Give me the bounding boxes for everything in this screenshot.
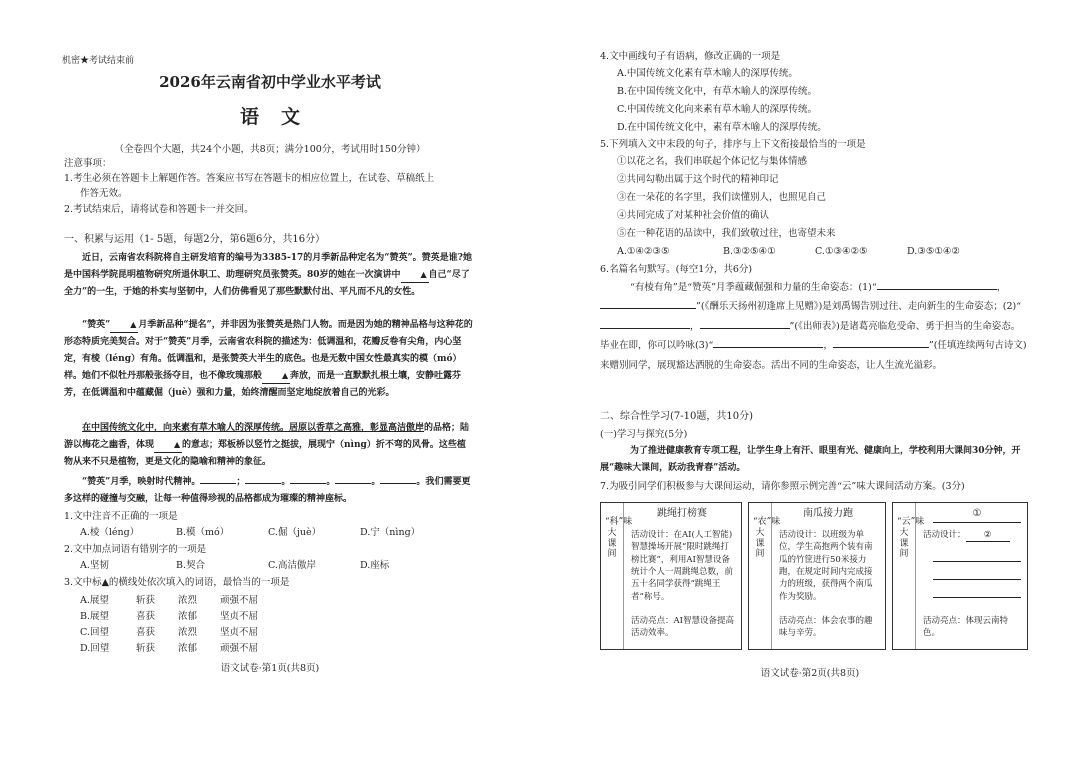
q1-option-b[interactable]: B.模（mó）: [176, 527, 230, 538]
page-2-footer: 语文试卷·第2页(共8页): [760, 668, 860, 679]
answer-blank-3b[interactable]: [833, 337, 929, 348]
blank-line: [290, 473, 326, 484]
p2-g: 终清醒而坚定地绽放着自己的光彩。: [250, 388, 395, 399]
q6-t5: ”(《出师表》)是诸葛亮临危受命、勇于担: [789, 320, 954, 332]
activity-card-farm: [748, 502, 886, 650]
q5-sentence-3: ③在一朵花的名字里，我们读懂别人，也照见自己: [617, 192, 827, 203]
p3-c: 的意志；郑板桥以竖竹之挺拔，展现宁（nìng）折: [182, 440, 385, 451]
q3-a-word-4: 顽强不屈: [220, 595, 259, 606]
q5-option-c[interactable]: C.①③④②⑤: [815, 246, 868, 257]
q5-sentence-2: ②共同勾勒出属于这个时代的精神印记: [617, 174, 779, 185]
q5-sentence-5: ⑤在一种花语的品读中，我们致敬过往，也寄望未来: [617, 228, 836, 239]
card-1-title: 跳绳打榜赛: [657, 508, 707, 519]
q6-t6: 当的生命姿态。毕业在即，你可以吟咏(3)“: [600, 320, 1021, 352]
p1-line-3a: 演讲中: [373, 270, 401, 281]
p4-a: “赞英”月季，映射时代精神。: [82, 477, 201, 487]
q3-c-word-2: 喜获: [136, 627, 156, 638]
q6-t3: (2)“: [1002, 301, 1022, 313]
q6-t10: 人生流光溢彩。: [875, 359, 943, 371]
question-6: 6.名篇名句默写。(每空1分，共6分): [600, 264, 753, 275]
card-1-divider: [623, 503, 624, 649]
q5-sentence-1: ①以花之名，我们串联起个体记忆与集体情感: [617, 156, 808, 167]
p4-d: 。: [326, 477, 336, 487]
section-2-heading: 二、综合性学习(7-10题，共10分): [600, 411, 753, 422]
q4-option-a[interactable]: A.中国传统文化素有草木喻人的深厚传统。: [617, 68, 798, 79]
q3-a-word-1: A.展望: [80, 595, 109, 606]
q3-option-a[interactable]: [80, 594, 258, 608]
question-4: 4.文中画线句子有语病，修改正确的一项是: [600, 51, 781, 62]
p4-f: 。我: [416, 477, 435, 487]
q3-a-word-3: 浓烈: [178, 595, 198, 606]
card-3-vertical-label: “云”味大课间: [897, 517, 925, 560]
q6-t0: “有棱有角”是“赞英”月季蕴藏倔强和力量的生命姿态：(1)“: [630, 282, 877, 293]
card-3-highlight: 活动亮点：体现云南特色。: [923, 616, 1009, 639]
q3-c-word-4: 坚贞不屈: [220, 627, 259, 638]
notice-1: 1.考生必须在答题卡上解题作答。答案应书写在答题卡的相应位置上，在试卷、草稿纸上: [64, 173, 435, 184]
question-3: 3.文中标▲的横线处依次填入的词语，最恰当的一项是: [64, 577, 290, 588]
p4-e: 。: [371, 477, 381, 487]
answer-blank-title[interactable]: ①: [933, 507, 1021, 523]
q6-t1: ，: [996, 282, 1007, 293]
p2-f: 奔放，而是一直默默扎根土壤，安静吐露芬芳，在低调温和中蕴藏倔（juè）强和力量，始: [64, 371, 462, 399]
q2-option-b[interactable]: B.契合: [176, 560, 206, 571]
blank-line: [245, 473, 281, 484]
q3-c-word-1: C.回望: [80, 627, 109, 638]
q5-option-b[interactable]: B.③②⑤④①: [723, 246, 776, 257]
activity-card-science: [600, 502, 742, 650]
answer-blank-1b[interactable]: [600, 298, 696, 309]
question-5: 5.下列填入文中末段的句子，排序与上下文衔接最恰当的一项是: [600, 139, 866, 150]
q3-d-word-3: 浓郁: [178, 643, 198, 654]
blank-line: [200, 473, 236, 484]
p3-a: 在中国传统文化中，向来素有草木喻人的深厚传统。居原以香草之高雅，彰显高洁傲岸: [82, 423, 425, 433]
p1-line-1: 近日，云南省农科院将自主研发培育的编号为3385-17的月季新品种定名为“赞英”。: [82, 253, 422, 263]
q4-option-d[interactable]: D.在中国传统文化中，素有草木喻人的深厚传统。: [617, 122, 827, 133]
card-1-highlight: 活动亮点：AI智慧设备提高活动效率。: [631, 616, 734, 639]
q3-b-word-1: B.展望: [80, 611, 110, 622]
answer-line[interactable]: [933, 579, 1021, 580]
card-2-divider: [771, 503, 772, 649]
notice-header: 注意事项：: [64, 158, 112, 169]
p1-line-2: 赞英是谁?她是中国科学院昆明植物研究所退休职工、助理研究员张赞英。80岁的她在一次: [64, 253, 472, 281]
q4-option-c[interactable]: C.中国传统文化向来素有草木喻人的深厚传统。: [617, 104, 817, 115]
q3-option-c[interactable]: [80, 626, 258, 640]
card-2-design: 活动设计：以班级为单位，学生高抱两个装有南瓜的竹筐进行50米接力跑，在规定时间内完成接力的班级，获得两个南瓜作为奖励。: [779, 530, 873, 602]
p4-g: 们需要更多这样的碰撞与交融，让每一种值得珍视的品格都成为璀璨的精神座标。: [64, 477, 471, 505]
q3-option-b[interactable]: [80, 610, 258, 624]
confidential-label: 机密★考试结束前: [62, 56, 135, 66]
q6-t8: ”: [928, 340, 934, 352]
answer-blank-3a[interactable]: [713, 337, 823, 348]
question-7: 7.为吸引同学们积极参与大课间运动，请你参照示例完善“云”味大课间活动方案。(3分): [600, 481, 965, 492]
q2-option-a[interactable]: A.坚韧: [80, 560, 109, 571]
q6-t9: (任填连续两句古诗文)来赠别同学，展现豁达洒脱的生命姿态。活出不同的生命姿态，让: [600, 340, 1027, 371]
blank-line: [335, 473, 371, 484]
notice-1-cont: 作答无效。: [80, 188, 128, 199]
p2-c: 品格与这种花的形态特质完美契合。对于“赞英”月季，云南省农科院的描述为：低调温和，: [64, 320, 473, 348]
blank-triangle-3: ▲: [262, 368, 290, 384]
p2-a: “赞英”: [82, 320, 111, 330]
answer-blank-2b[interactable]: [700, 318, 790, 329]
q3-c-word-3: 浓烈: [178, 627, 198, 638]
p1-line-4: 出、平凡而不凡的女性。: [321, 287, 421, 298]
passage-paragraph-4: [64, 473, 474, 508]
exam-title: 2026年云南省初中学业水平考试: [159, 73, 381, 91]
p3-d: 不弯的风骨。这些植物从来不只是植物，更是文化的隐喻和精神的象征。: [64, 440, 466, 468]
p4-b: ；: [236, 477, 246, 487]
question-2: 2.文中加点词语有错别字的一项是: [64, 544, 207, 555]
card-1-design: 活动设计：在AI(人工智能)智慧操场开展“限时跳绳打榜比赛”，利用AI智慧设备统计个人一周跳绳总数，前五十名同学获得“跳绳王者”称号。: [631, 530, 734, 602]
answer-line[interactable]: [933, 561, 1021, 562]
card-2-vertical-label: “农”味大课间: [753, 517, 781, 560]
blank-triangle-1: ▲: [401, 267, 429, 283]
q3-b-word-4: 坚贞不屈: [220, 611, 259, 622]
passage-paragraph-2: [64, 317, 474, 402]
section-1-heading: 一、积累与运用（1- 5题，每题2分，第6题6分，共16分）: [64, 234, 326, 245]
card-3-divider: [915, 503, 916, 649]
q3-a-word-2: 斩获: [136, 595, 156, 606]
q1-option-a[interactable]: A.棱（léng）: [80, 527, 140, 538]
card-1-vertical-label: “科”味大课间: [605, 517, 633, 560]
q5-sentence-4: ④共同完成了对某种社会价值的确认: [617, 210, 770, 221]
subsection-1-heading: (一)学习与探究(5分): [600, 429, 688, 440]
question-6-text: [600, 278, 1028, 375]
q1-option-d[interactable]: D.宁（nìng）: [360, 527, 421, 538]
q6-t7: ，: [823, 340, 833, 352]
subject-title: 语文: [239, 106, 322, 128]
p2-e: 是无数中国女性最真实的模（mó）样。她们不似牡丹那般张扬夺目，也不像玫瑰那般: [64, 354, 462, 382]
q3-option-d[interactable]: [80, 642, 258, 656]
activity-intro: 为了推进健康教育专项工程，让学生身上有汗、眼里有光、健康向上，学校利用大课间30分钟，开展“趣味大课间，跃动我青春”活动。: [600, 446, 1021, 474]
p3-b: 的品格；陆游以梅花之幽香，体现: [64, 423, 470, 451]
q2-option-c[interactable]: C.高洁傲岸: [268, 560, 316, 571]
q5-option-d[interactable]: D.③⑤①④②: [907, 246, 960, 257]
p2-b: 月季新品种“提名”，并非因为张赞英是热门人物。而是因为她的精神: [138, 320, 410, 330]
q3-d-word-4: 顽强不屈: [220, 643, 259, 654]
blank-triangle-4: ▲: [154, 437, 182, 453]
q4-option-b[interactable]: B.在中国传统文化中，有草木喻人的深厚传统。: [617, 86, 818, 97]
activity-card-yunnan: [892, 502, 1028, 650]
page-1-footer: 语文试卷·第1页(共8页): [220, 663, 320, 674]
p2-d: 花瓣反卷有尖角，内心坚定，有棱（léng）有角。低调温和，是张赞英大半生的底色。也: [64, 337, 462, 365]
q3-b-word-2: 喜获: [136, 611, 156, 622]
answer-blank-design[interactable]: ②: [966, 529, 1010, 542]
q6-t4: ，: [690, 320, 700, 332]
q5-option-a[interactable]: A.①④②③⑤: [617, 246, 670, 257]
question-2-options: [80, 559, 389, 573]
blank-line: [380, 473, 416, 484]
q3-d-word-1: D.回望: [80, 643, 110, 654]
card-3-design-row: [923, 529, 1021, 542]
q6-t2: ”(《酬乐天扬州初逢席上见赠》)是刘禹锡告别过往、走向新生的生命姿态；: [696, 301, 1003, 313]
q3-d-word-2: 斩获: [136, 643, 156, 654]
q1-option-c[interactable]: C.倔（juè）: [268, 527, 322, 538]
answer-blank-1a[interactable]: [877, 279, 997, 290]
question-1: 1.文中注音不正确的一项是: [64, 511, 178, 522]
question-1-options: [80, 526, 420, 540]
question-5-options: [617, 245, 960, 259]
answer-line[interactable]: [933, 597, 1021, 598]
passage-paragraph-3: [64, 420, 474, 471]
exam-info: （全卷四个大题，共24个小题，共8页；满分100分，考试用时150分钟）: [114, 144, 426, 155]
notice-2: 2.考试结束后，请将试卷和答题卡一并交回。: [64, 204, 254, 215]
card-2-highlight: 活动亮点：体会农事的趣味与辛劳。: [779, 616, 873, 639]
card-3-design-label: 活动设计：: [923, 530, 966, 540]
card-2-title: 南瓜接力跑: [803, 508, 853, 519]
blank-triangle-2: ▲: [110, 317, 138, 333]
p4-c: 。: [281, 477, 291, 487]
q2-option-d[interactable]: D.座标: [360, 560, 390, 571]
answer-blank-2a[interactable]: [600, 318, 690, 329]
p1-line-3b: 自己“尽了全力”的一生，于她的朴实与坚韧中，人们仿佛看见了那些默默付: [64, 270, 470, 298]
q3-b-word-3: 浓郁: [178, 611, 198, 622]
passage-paragraph-1: [64, 250, 474, 301]
